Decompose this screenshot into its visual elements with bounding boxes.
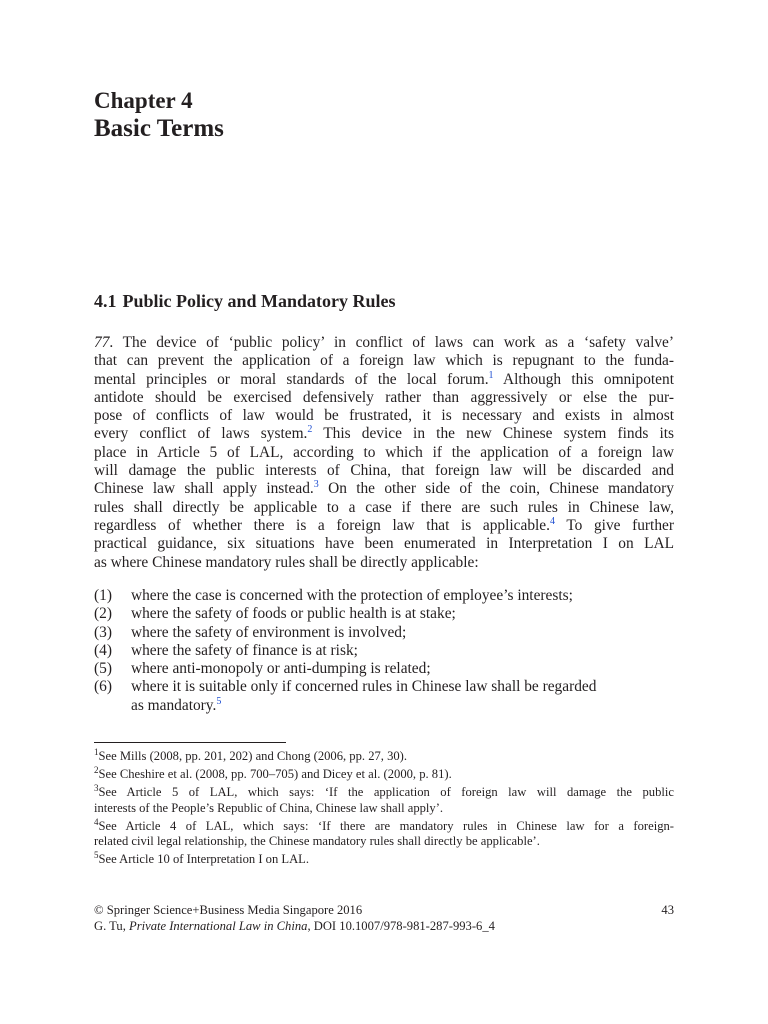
book-title: Private International Law in China bbox=[129, 919, 308, 933]
footnotes bbox=[94, 746, 674, 870]
page bbox=[94, 0, 674, 1024]
list-item: (6) where it is suitable only if concerned rules in Chinese law shall be regarded as mandatory.$^5$ bbox=[94, 678, 597, 714]
footnote-divider bbox=[94, 742, 286, 743]
section-heading bbox=[94, 290, 396, 312]
body-line: regardless of whether there is a foreign law that is applicable.$^4$ To give further bbox=[94, 515, 674, 534]
body-line: practical guidance, six situations have been enumerated in Interpretation I on LAL bbox=[94, 535, 674, 553]
body-line: that can prevent the application of a foreign law which is repugnant to the funda- bbox=[94, 352, 674, 370]
footnote-ref-5[interactable]: 5 bbox=[216, 695, 222, 707]
footnote-ref-1[interactable]: 1 bbox=[488, 369, 494, 381]
list-item: (4) where the safety of finance is at risk; bbox=[94, 641, 358, 659]
footnote-4: $^4$See Article 4 of LAL, which says: ‘If there are mandatory rules in Chinese law for a foreign- related civil legal relationship, the Chinese mandatory rules shall directly be applicable’. bbox=[94, 816, 674, 849]
list-item: (2) where the safety of foods or public health is at stake; bbox=[94, 605, 456, 623]
body-line: every conflict of laws system.$^2$ This device in the new Chinese system finds its bbox=[94, 424, 674, 443]
chapter-label: Chapter 4 bbox=[94, 88, 193, 113]
footnote-5: $^5$See Article 10 of Interpretation I on LAL. bbox=[94, 850, 310, 867]
list-item: (1) where the case is concerned with the protection of employee’s interests; bbox=[94, 587, 573, 604]
body-line: place in Article 5 of LAL, according to which if the application of a foreign law bbox=[94, 443, 674, 461]
list-item: (5) where anti-monopoly or anti-dumping is related; bbox=[94, 660, 431, 678]
section-title: Public Policy and Mandatory Rules bbox=[122, 291, 396, 311]
copyright-notice: © Springer Science+Business Media Singapore 2016 bbox=[94, 903, 363, 917]
footnote-ref-2[interactable]: 2 bbox=[307, 424, 313, 436]
body-line: will damage the public interests of China, that foreign law will be discarded and bbox=[94, 462, 674, 480]
situations-list bbox=[94, 587, 674, 715]
paragraph-77 bbox=[94, 334, 674, 572]
chapter-title: Basic Terms bbox=[94, 115, 224, 142]
section-number: 4.1 bbox=[94, 291, 117, 311]
body-line: rules shall directly be applicable to a case if there are such rules in Chinese law, bbox=[94, 498, 674, 516]
list-item: (3) where the safety of environment is involved; bbox=[94, 623, 407, 641]
paragraph-number: 77 bbox=[94, 334, 110, 351]
footnote-ref-3[interactable]: 3 bbox=[313, 479, 319, 491]
body-line: Chinese law shall apply instead.$^3$ On the other side of the coin, Chinese mandatory bbox=[94, 479, 674, 498]
footnote-1: $^1$See Mills (2008, pp. 201, 202) and Chong (2006, pp. 27, 30). bbox=[94, 746, 408, 763]
body-line: 77. The device of ‘public policy’ in conflict of laws can work as a ‘safety valve’ bbox=[94, 334, 674, 351]
body-line: as where Chinese mandatory rules shall be directly applicable: bbox=[94, 553, 479, 571]
body-line: antidote should be exercised defensively rather than aggressively or else the pur- bbox=[94, 388, 674, 406]
body-line: mental principles or moral standards of the local forum.$^1$ Although this omnipotent bbox=[94, 369, 674, 388]
footnote-2: $^2$See Cheshire et al. (2008, pp. 700–705) and Dicey et al. (2000, p. 81). bbox=[94, 765, 452, 782]
page-footer bbox=[94, 902, 674, 934]
doi: , DOI 10.1007/978-981-287-993-6_4 bbox=[307, 919, 495, 933]
footnote-ref-4[interactable]: 4 bbox=[549, 515, 555, 527]
body-line: pose of conflicts of law would be frustrated, it is necessary and exists in almost bbox=[94, 407, 674, 425]
footnote-3: $^3$See Article 5 of LAL, which says: ‘If the application of foreign law will damage the public interests of the People’s Republic of China, Chinese law shall apply’. bbox=[94, 783, 674, 815]
citation-line: G. Tu, Private International Law in China, DOI 10.1007/978-981-287-993-6_4 bbox=[94, 919, 495, 933]
page-number: 43 bbox=[661, 903, 674, 917]
